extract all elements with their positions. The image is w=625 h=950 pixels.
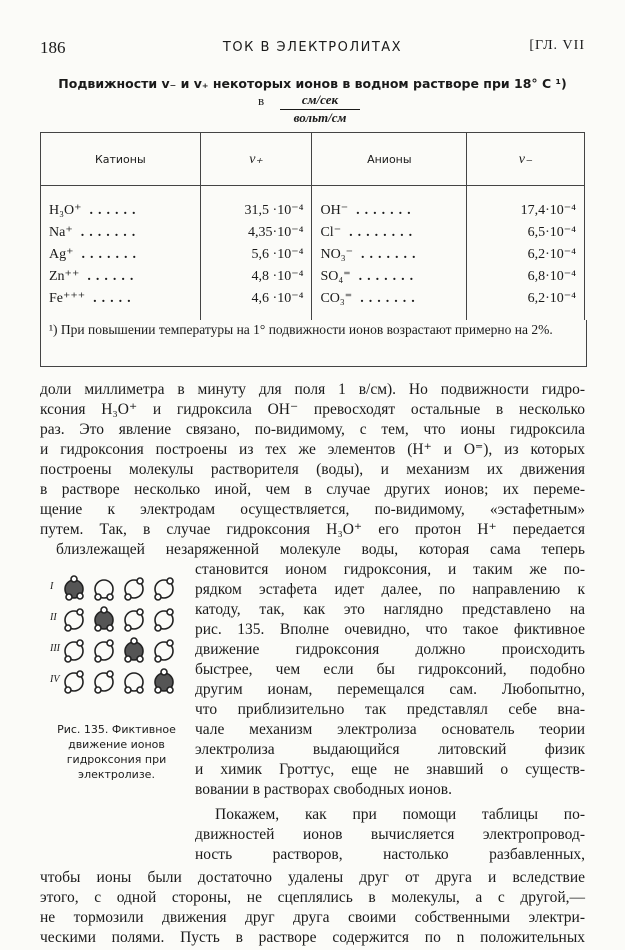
unit-prefix: в: [258, 93, 265, 108]
v-minus-cell: 6,2·10⁻⁴: [467, 288, 585, 320]
anion-cell: Cl⁻ ........: [312, 222, 467, 244]
v-plus-cell: 4,35·10⁻⁴: [200, 222, 312, 244]
running-title: ТОК В ЭЛЕКТРОЛИТАХ: [222, 40, 403, 55]
body-line: Покажем, как при помощи таблицы по-: [215, 806, 585, 823]
anion-cell: SO₄⁼ .......: [312, 266, 467, 288]
v-plus-cell: 31,5 ·10⁻⁴: [200, 186, 312, 223]
body-line: щение к электродам осуществляется, по-видимому, «эстафетным»: [40, 501, 585, 518]
anion-name: CO₃⁼: [320, 291, 353, 306]
figure-row: [44, 575, 184, 606]
page-number: 186: [40, 38, 66, 57]
body-line: движностей ионов вычисляется электропровод-: [195, 826, 585, 843]
body-line: быстрее, чем если бы гидроксоний, подобно: [195, 661, 585, 678]
v-minus-cell: 6,8·10⁻⁴: [467, 266, 585, 288]
body-line: чтобы ионы были достаточно удалены друг от друга и вследствие: [40, 869, 585, 886]
mobility-table: [40, 132, 585, 320]
cation-cell: Zn⁺⁺ ......: [41, 266, 201, 288]
cation-cell: Ag⁺ .......: [41, 244, 201, 266]
body-line: катоду, так, как это наглядно представлено на: [195, 601, 585, 618]
cation-name: Ag⁺: [49, 247, 74, 262]
body-line: не тормозили движения друг друга своими собственными электри-: [40, 909, 585, 926]
cation-name: Fe⁺⁺⁺: [49, 291, 86, 306]
chapter-label: [ГЛ. VII: [529, 38, 585, 53]
table-row: [41, 186, 585, 223]
molecule-row-diagram: [60, 637, 180, 667]
anion-cell: OH⁻ .......: [312, 186, 467, 223]
anion-name: SO₄⁼: [320, 269, 351, 284]
molecule-row-diagram: [60, 668, 180, 698]
body-line: и гидроксония построены из тех же элементов (H⁺ и O⁼), из которых: [40, 441, 585, 458]
figure-row: [44, 637, 184, 668]
table-footnote: ¹) При повышении температуры на 1° подвижности ионов возрастают примерно на 2%.: [40, 320, 587, 367]
v-minus-cell: 6,2·10⁻⁴: [467, 244, 585, 266]
column-header: Анионы: [312, 133, 467, 186]
table-header-row: [41, 133, 585, 186]
row-label: IV: [50, 674, 60, 685]
molecule-row-diagram: [60, 606, 180, 636]
row-label: III: [50, 643, 60, 654]
body-line: что приблизительно так представлял себе вна-: [195, 701, 585, 718]
row-label: II: [50, 612, 57, 623]
cation-cell: Fe⁺⁺⁺ .....: [41, 288, 201, 320]
figure-caption: Рис. 135. Фиктивное движение ионов гидроксония при электролизе.: [57, 723, 176, 781]
body-line: рядком эстафета идет далее, по направлению к: [195, 581, 585, 598]
body-line: раз. Это явление связано, по-видимому, с тем, что ионы гидроксила: [40, 421, 585, 438]
body-line: вовании в растворах свободных ионов.: [195, 781, 452, 798]
page-header: [40, 38, 585, 58]
column-header: v₋: [467, 133, 585, 186]
body-line: доли миллиметра в минуту для поля 1 в/см). Но подвижности гидро-: [40, 381, 585, 398]
cation-cell: Na⁺ .......: [41, 222, 201, 244]
row-label: I: [50, 581, 54, 592]
body-line: путем. Так, в случае гидроксония H₃O⁺ его протон H⁺ передается: [40, 521, 585, 538]
body-line: и химик Гроттус, еще не знавший о существ-: [195, 761, 585, 778]
body-line: рис. 135. Вполне очевидно, что такое фиктивное: [195, 621, 585, 638]
unit-denominator: вольт/см: [293, 110, 347, 125]
column-header: v₊: [200, 133, 312, 186]
unit-fraction: [280, 92, 360, 126]
v-plus-cell: 4,8 ·10⁻⁴: [200, 266, 312, 288]
body-line: ность растворов, настолько разбавленных,: [195, 846, 585, 863]
body-line: построены молекулы растворителя (воды), и механизм их движения: [40, 461, 585, 478]
table-row: [41, 222, 585, 244]
v-minus-cell: 17,4·10⁻⁴: [467, 186, 585, 223]
body-line: становится ионом гидроксония, и таким же по-: [195, 561, 585, 578]
anion-name: OH⁻: [320, 203, 349, 218]
body-line: близлежащей незаряженной молекуле воды, которая сама теперь: [56, 541, 585, 558]
anion-cell: NO₃⁻ .......: [312, 244, 467, 266]
body-line: ческими полями. Пусть в растворе содержится по n положительных: [40, 929, 585, 946]
figure-135: [44, 575, 184, 699]
cation-name: Na⁺: [49, 225, 73, 240]
table-caption: Подвижности v₋ и v₊ некоторых ионов в водном растворе при 18° С ¹): [58, 76, 567, 91]
table-row: [41, 244, 585, 266]
table-row: [41, 288, 585, 320]
column-header: Катионы: [41, 133, 201, 186]
body-line: этого, с одной стороны, не сцеплялись в молекулы, а с другой,—: [40, 889, 585, 906]
body-line: электролиза выдающийся литовский физик: [195, 741, 585, 758]
body-line: другим ионам, перемещался сам. Любопытно,: [195, 681, 585, 698]
body-line: движение гидроксония должно происходить: [195, 641, 585, 658]
table-row: [41, 266, 585, 288]
cation-cell: H₃O⁺ ......: [41, 186, 201, 223]
v-plus-cell: 4,6 ·10⁻⁴: [200, 288, 312, 320]
cation-name: Zn⁺⁺: [49, 269, 80, 284]
body-line: в растворе несколько иной, чем в случае других ионов; их переме-: [40, 481, 585, 498]
anion-cell: CO₃⁼ .......: [312, 288, 467, 320]
anion-name: NO₃⁻: [320, 247, 353, 262]
v-minus-cell: 6,5·10⁻⁴: [467, 222, 585, 244]
unit-numerator: см/сек: [280, 92, 360, 110]
molecule-row-diagram: [60, 575, 180, 605]
cation-name: H₃O⁺: [49, 203, 82, 218]
figure-row: [44, 668, 184, 699]
body-line: чале механизм электролиза основатель теории: [195, 721, 585, 738]
v-plus-cell: 5,6 ·10⁻⁴: [200, 244, 312, 266]
figure-row: [44, 606, 184, 637]
body-line: ксония H₃O⁺ и гидроксила OH⁻ превосходят остальные в несколько: [40, 401, 585, 418]
anion-name: Cl⁻: [320, 225, 342, 240]
